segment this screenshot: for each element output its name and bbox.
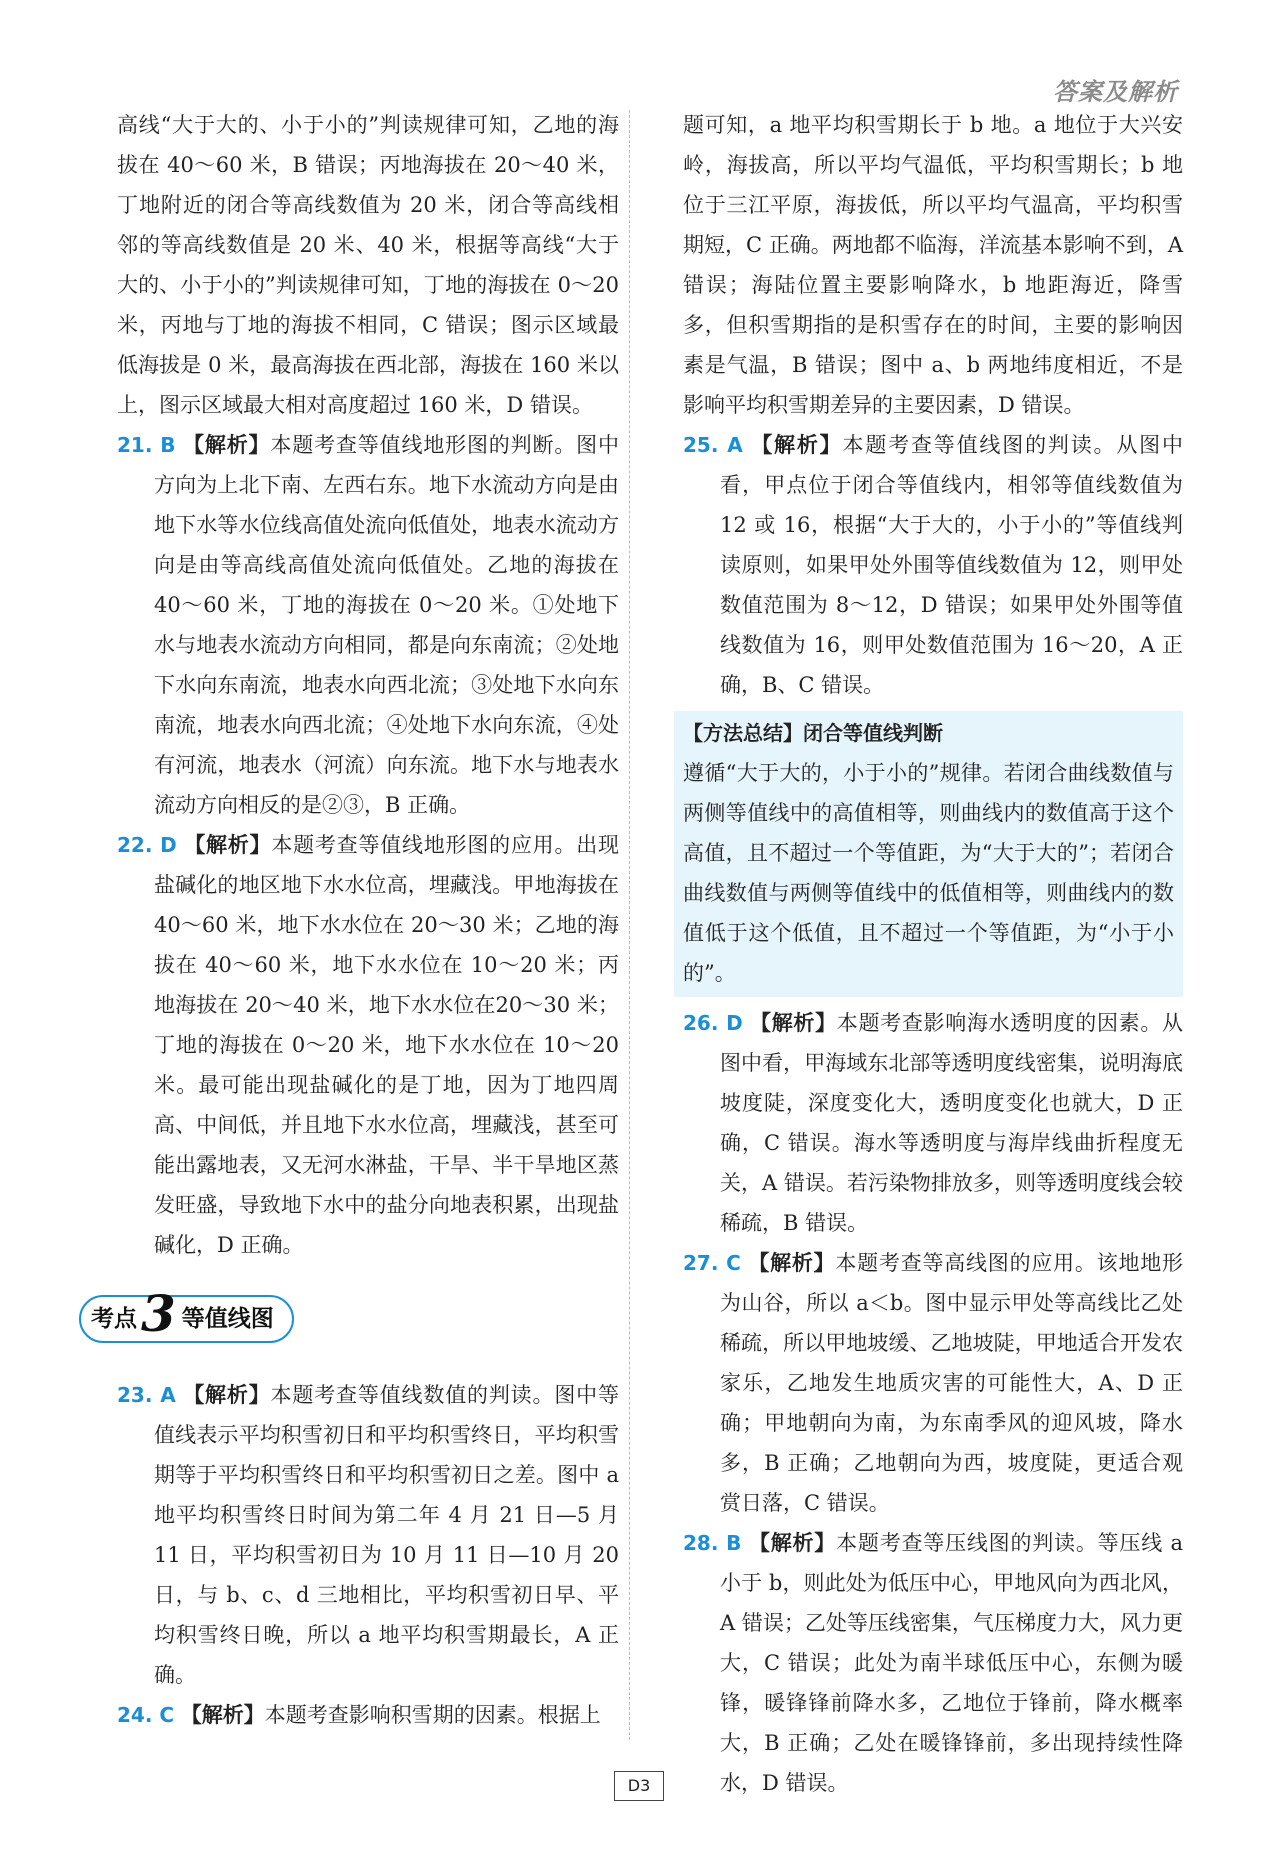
question-number: 25. A [683,433,743,457]
question-number: 23. A [117,1383,176,1407]
answer-text: 本题考查影响积雪期的因素。根据上 [264,1703,601,1727]
answer-21 [117,425,619,825]
q24-continuation: 题可知，a 地平均积雪期长于 b 地。a 地位于大兴安岭，海拔高，所以平均气温低，平均积雪期长；b 地位于三江平原，海拔低，所以平均气温高，平均积雪期短，C 正确。两地都不临海，洋流基本影响不到，A 错误；海陆位置主要影响降水，b 地距海近，降雪多，但积雪期指的是积雪存在的时间，主要的影响因素是气温，B 错误；图中 a、b 两地纬度相近，不是影响平均积雪期差异的主要因素，D 错误。 [683,113,1183,417]
question-number: 22. D [117,833,177,857]
section-title: 等值线图 [181,1306,274,1332]
analysis-tag: 【解析】 [750,1011,837,1035]
analysis-tag: 【解析】 [180,1703,265,1727]
analysis-tag: 【解析】 [751,433,843,457]
left-column [91,105,620,1735]
section-prefix: 考点 [91,1306,137,1332]
answer-text: 本题考查等高线图的应用。该地地形为山谷，所以 a＜b。图中显示甲处等高线比乙处稀疏，所以甲地坡缓、乙地坡陡，甲地适合开发农家乐，乙地发生地质灾害的可能性大，A、D 正确；甲地朝向为南，为东南季风的迎风坡，降水多，B 正确；乙地朝向为西，坡度陡，更适合观赏日落，C 错误。 [720,1251,1183,1515]
header-title: 答案及解析 [1053,77,1178,106]
analysis-tag: 【解析】 [748,1531,837,1555]
answer-28 [683,1523,1183,1803]
answer-text: 本题考查等值线地形图的应用。出现盐碱化的地区地下水水位高，埋藏浅。甲地海拔在 40～60 米，地下水水位在 20～30 米；乙地的海拔在 40～60 米，地下水水位在 10～20 米；丙地海拔在 20～40 米，地下水水位在20～30 米；丁地的海拔在 0～20 米，地下水水位在 10～20 米。最可能出现盐碱化的是丁地，因为丁地四周高、中间低，并且地下水水位高，埋藏浅，甚至可能出露地表，又无河水淋盐，干旱、半干旱地区蒸发旺盛，导致地下水中的盐分向地表积累，出现盐碱化，D 正确。 [154,833,619,1257]
right-column [683,105,1183,1803]
answer-25 [683,425,1183,705]
q20-continuation: 高线“大于大的、小于小的”判读规律可知，乙地的海拔在 40～60 米，B 错误；丙地海拔在 20～40 米，丁地附近的闭合等高线数值为 20 米，闭合等高线相邻的等高线数值是 20 米、40 米，根据等高线“大于大的、小于小的”判读规律可知，丁地的海拔在 0～20 米，丙地与丁地的海拔不相同，C 错误；图示区域最低海拔是 0 米，最高海拔在西北部，海拔在 160 米以上，图示区域最大相对高度超过 160 米，D 错误。 [117,113,619,417]
page-number: D3 [614,1771,664,1801]
answer-23 [117,1375,619,1695]
answer-text: 本题考查等压线图的判读。等压线 a 小于 b，则此处为低压中心，甲地风向为西北风，A 错误；乙处等压线密集，气压梯度力大，风力更大，C 错误；此处为南半球低压中心，东侧为暖锋，暖锋锋前降水多，乙地位于锋前，降水概率大，B 正确；乙处在暖锋锋前，多出现持续性降水，D 错误。 [720,1531,1184,1795]
answer-text: 本题考查等值线数值的判读。图中等值线表示平均积雪初日和平均积雪终日，平均积雪期等于平均积雪终日和平均积雪初日之差。图中 a 地平均积雪终日时间为第二年 4 月 21 日—5 月 11 日，平均积雪初日为 10 月 11 日—10 月 20 日，与 b、c、d 三地相比，平均积雪初日早、平均积雪终日晚，所以 a 地平均积雪期最长，A 正确。 [154,1383,620,1687]
analysis-tag: 【解析】 [748,1251,836,1275]
analysis-tag: 【解析】 [183,1383,271,1407]
section-heading [79,1284,294,1343]
answer-27 [683,1243,1183,1523]
answer-22 [117,825,619,1265]
analysis-tag: 【解析】 [184,833,272,857]
answer-24 [117,1695,619,1735]
answer-text: 本题考查等值线图的判读。从图中看，甲点位于闭合等值线内，相邻等值线数值为 12 或 16，根据“大于大的，小于小的”等值线判读原则，如果甲处外围等值线数值为 12，则甲处数值范围为 8～12，D 错误；如果甲处外围等值线数值为 16，则甲处数值范围为 16～20，A 正确，B、C 错误。 [720,433,1184,697]
analysis-tag: 【解析】 [183,433,271,457]
column-divider [629,110,630,1740]
answer-text: 本题考查影响海水透明度的因素。从图中看，甲海域东北部等透明度线密集，说明海底坡度陡，深度变化大，透明度变化也就大，D 正确，C 错误。海水等透明度与海岸线曲折程度无关，A 错误。若污染物排放多，则等透明度线会较稀疏，B 错误。 [720,1011,1184,1235]
question-number: 28. B [683,1531,742,1555]
question-number: 24. C [117,1703,175,1727]
method-summary-box [674,711,1183,997]
question-number: 26. D [683,1011,743,1035]
question-number: 27. C [683,1251,741,1275]
section-number: 3 [141,1284,176,1343]
answer-26 [683,1003,1183,1243]
answer-text: 本题考查等值线地形图的判断。图中方向为上北下南、左西右东。地下水流动方向是由地下水等水位线高值处流向低值处，地表水流动方向是由等高线高值处流向低值处。乙地的海拔在 40～60 米，丁地的海拔在 0～20 米。①处地下水与地表水流动方向相同，都是向东南流；②处地下水向东南流，地表水向西北流；③处地下水向东南流，地表水向西北流；④处地下水向东流，④处有河流，地表水（河流）向东流。地下水与地表水流动方向相反的是②③，B 正确。 [154,433,620,817]
question-number: 21. B [117,433,176,457]
method-summary-text: 遵循“大于大的，小于小的”规律。若闭合曲线数值与两侧等值线中的高值相等，则曲线内的数值高于这个高值，且不超过一个等值距，为“大于大的”；若闭合曲线数值与两侧等值线中的低值相等，则曲线内的数值低于这个低值，且不超过一个等值距，为“小于小的”。 [683,761,1174,985]
method-summary-title: 【方法总结】闭合等值线判断 [683,721,943,745]
